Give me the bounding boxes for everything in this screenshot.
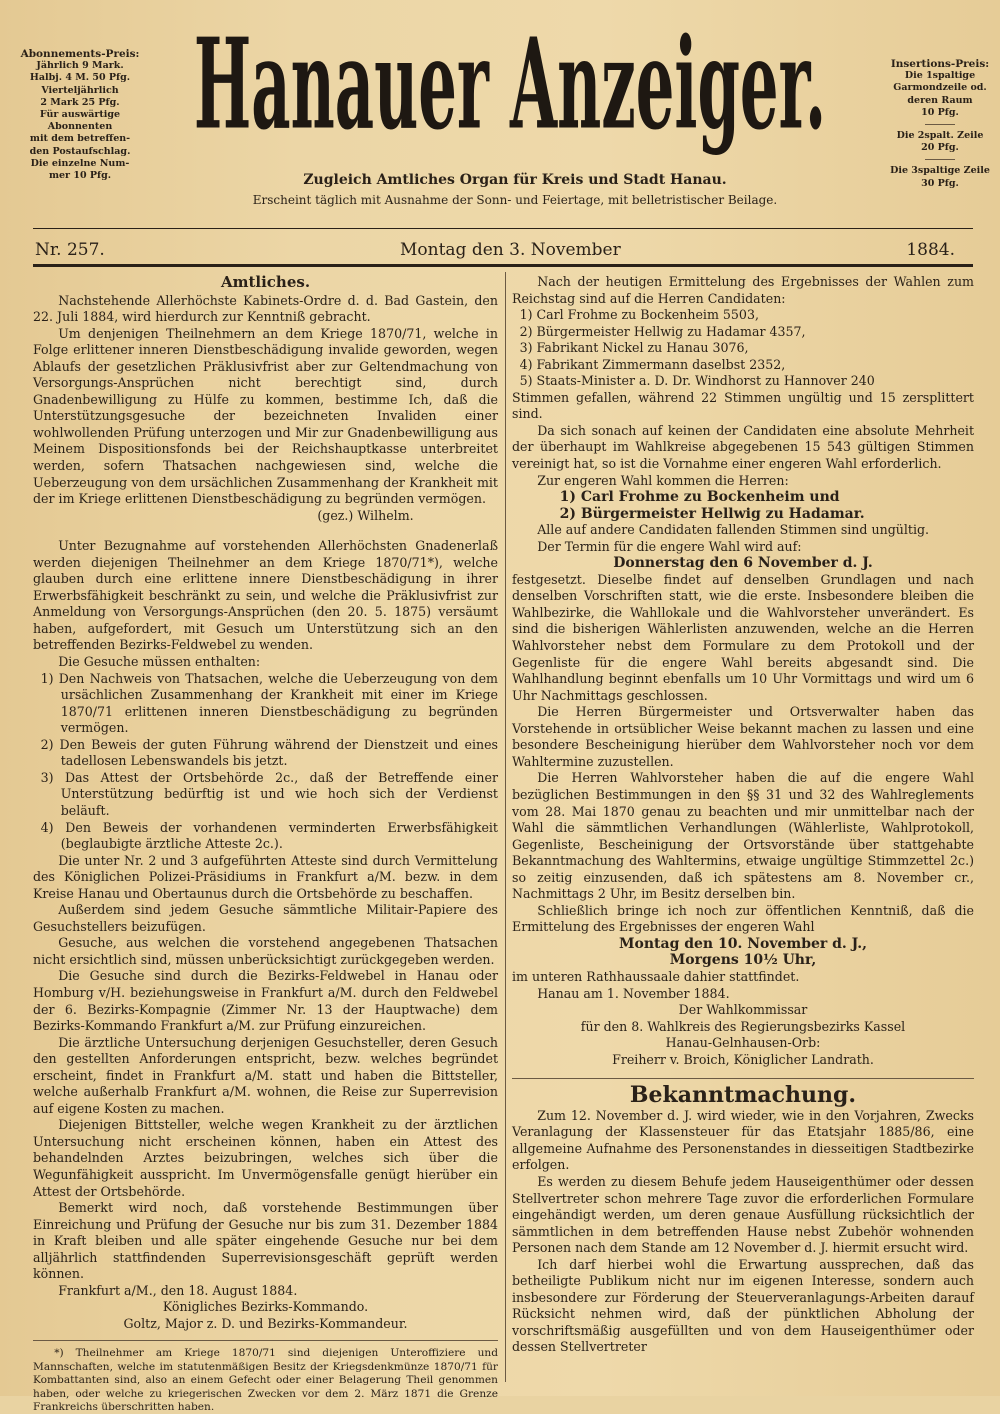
paragraph: Ich darf hierbei wohl die Erwartung aussprechen, daß das betheiligte Publikum nicht nur im eigenen Interesse, sondern auch insbesondere zur Förderung der Steuerveranlagungs-Arbeiten darauf Rücksicht nehmen wird, daß der pünktlichen Abholung der vorschriftsmäßig ausgefüllten und von dem Hauseigenthümer oder dessen Stellvertreter <box>512 1256 974 1355</box>
footnote: *) Theilnehmer am Kriege 1870/71 sind diejenigen Unteroffiziere und Mannschaften, welche im statutenmäßigen Besitz der Kriegsdenkmünze 1870/71 für Kombattanten sind, also an einem Gefecht oder einer Belagerung Theil genommen haben, oder welche zu kriegerischen Zwecken vor dem 2. März 1871 die Grenze Frankreichs überschritten haben. <box>33 1340 498 1414</box>
insertion-price-box <box>880 58 1000 190</box>
price-line: den Postaufschlag. <box>29 145 131 157</box>
divider <box>925 124 955 125</box>
issue-date: Montag den 3. November <box>400 240 621 260</box>
masthead-subtitle: Zugleich Amtliches Organ für Kreis und Stadt Hanau. <box>303 172 727 188</box>
section-heading: Bekanntmachung. <box>629 1082 857 1109</box>
paragraph: Alle auf andere Candidaten fallenden Stimmen sind ungültig. <box>537 522 930 538</box>
paragraph: Diejenigen Bittsteller, welche wegen Krankheit zu der ärztlichen Untersuchung nicht erscheinen können, haben ein Attest des behandelnden Arztes beizubringen, welches sich über die Wegunfähigkeit ausspricht. Im Unvermögensfalle genügt hierüber ein Attest der Ortsbehörde. <box>33 1117 498 1199</box>
list-item: 3) Fabrikant Nickel zu Hanau 3076, <box>519 340 749 356</box>
paragraph: Es werden zu diesem Behufe jedem Hauseigenthümer oder dessen Stellvertreter schon mehrere Tage zuvor die erforderlichen Formulare eingehändigt werden, um deren genaue Ausfüllung rücksichtlich der sämmtlichen in dem betreffenden Hause nebst Zubehör wohnenden Personen nach dem Stande am 12 November d. J. hiermit ersucht wird. <box>512 1173 974 1256</box>
paragraph: Die unter Nr. 2 und 3 aufgeführten Atteste sind durch Vermittelung des Königlichen Polizei-Präsidiums in Frankfurt a/M. bezw. in dem Kreise Hanau und Obertaunus durch die Ortsbehörde zu beschaffen. <box>33 852 498 901</box>
price-line: Jährlich 9 Mark. <box>36 60 124 72</box>
section-heading: Amtliches. <box>220 273 311 291</box>
list-item: 1) Den Nachweis von Thatsachen, welche die Ueberzeugung von dem ursächlichen Zusammenhang der Krankheit mit einer im Kriege 1870/71 erlittenen inneren Dienstbeschädigung zu begründen vermögen. <box>40 670 498 736</box>
list-item: 3) Das Attest der Ortsbehörde 2c., daß der Betreffende einer Unterstützung bedürftig ist und wie hoch sich der Verdienst beläuft. <box>40 769 498 818</box>
price-line: deren Raum <box>907 94 973 106</box>
subscription-price-box <box>20 48 140 182</box>
subscription-heading: Abonnements-Preis: <box>20 48 140 60</box>
price-line: 10 Pfg. <box>921 106 959 118</box>
price-line: Abonnenten <box>47 121 113 133</box>
list-item: 2) Bürgermeister Hellwig zu Hadamar 4357, <box>519 323 806 339</box>
paragraph: Die Gesuche müssen enthalten: <box>58 654 261 670</box>
signature: Der Wahlkommissar <box>678 1002 808 1018</box>
price-line: Vierteljährlich <box>41 84 119 96</box>
insertion-heading: Insertions-Preis: <box>890 58 990 70</box>
paragraph: Gesuche, aus welchen die vorstehend angegebenen Thatsachen nicht ersichtlich sind, müssen unberücksichtigt zurückgegeben werden. <box>33 935 498 967</box>
issue-number: Nr. 257. <box>35 240 105 260</box>
signature: Freiherr v. Broich, Königlicher Landrath. <box>612 1051 874 1067</box>
price-line: Die 2spalt. Zeile <box>896 130 984 142</box>
list-item: 1) Carl Frohme zu Bockenheim und <box>559 489 840 506</box>
list-item: 2) Bürgermeister Hellwig zu Hadamar. <box>559 505 865 522</box>
paragraph: Nach der heutigen Ermittelung des Ergebnisses der Wahlen zum Reichstag sind auf die Herren Candidaten: <box>512 274 974 306</box>
price-line: 2 Mark 25 Pfg. <box>40 96 120 108</box>
price-line: Halbj. 4 M. 50 Pfg. <box>29 72 131 84</box>
price-line: mit dem betreffen- <box>29 133 131 145</box>
signature: für den 8. Wahlkreis des Regierungsbezirks Kassel <box>580 1018 906 1034</box>
paragraph: Außerdem sind jedem Gesuche sämmtliche Militair-Papiere des Gesuchstellers beizufügen. <box>33 902 498 934</box>
place-date: Frankfurt a/M., den 18. August 1884. <box>58 1282 298 1298</box>
price-line: Garmondzeile od. <box>893 82 987 94</box>
paragraph: im unteren Rathhaussaale dahier stattfindet. <box>512 968 800 984</box>
rule <box>33 228 973 229</box>
list-item: 4) Fabrikant Zimmermann daselbst 2352, <box>519 356 786 372</box>
price-line: mer 10 Pfg. <box>48 170 112 182</box>
divider <box>925 159 955 160</box>
divider <box>512 1078 974 1079</box>
list-item: 5) Staats-Minister a. D. Dr. Windhorst zu Hannover 240 <box>519 373 875 389</box>
result-time: Morgens 10½ Uhr, <box>669 952 817 969</box>
paragraph: Die Herren Bürgermeister und Ortsverwalter haben das Vorstehende in ortsüblicher Weise bekannt machen zu lassen und eine besondere Bescheinigung hierüber dem Wahlvorsteher noch vor dem Wahltermine zuzustellen. <box>512 704 974 769</box>
election-date: Donnerstag den 6 November d. J. <box>613 555 873 572</box>
masthead-title: Hanauer Anzeiger. <box>193 11 827 158</box>
paragraph: Die ärztliche Untersuchung derjenigen Gesuchsteller, deren Gesuch den gestellten Anforderungen entspricht, bezw. welches begründet erscheint, findet in Frankfurt a/M. statt und haben die Bittsteller, welche außerhalb Frankfurt a/M. wohnen, die Reise zur Superrevision auf eigene Kosten zu machen. <box>33 1034 498 1116</box>
signature: (gez.) Wilhelm. <box>317 507 414 523</box>
dateline <box>35 238 965 264</box>
signature: Goltz, Major z. D. und Bezirks-Kommandeur. <box>123 1315 408 1331</box>
price-line: Für auswärtige <box>39 109 121 121</box>
paragraph: Um denjenigen Theilnehmern an dem Kriege 1870/71, welche in Folge erlittener inneren Dienstbeschädigung invalide geworden, wegen Ablaufs der gesetzlichen Präklusivfrist aber zur Geltendmachung von Versorgungs-Ansprüchen nicht berechtigt sind, durch Gnadenbewilligung zu Hülfe zu kommen, bestimme Ich, daß die Unterstützungsgesuche der bezeichneten Invaliden einer wohlwollenden Prüfung unterzogen und Mir zur Gnadenbewilligung aus Meinem Dispositionsfonds bei der Reichshauptkasse unterbreitet werden, sofern Thatsachen nachgewiesen sind, welche die Ueberzeugung von dem ursächlichen Zusammenhang der Krankheit mit der im Kriege erlittenen Dienstbeschädigung zu begründen vermögen. <box>33 325 498 507</box>
paragraph: Unter Bezugnahme auf vorstehenden Allerhöchsten Gnadenerlaß werden diejenigen Theilnehmer an dem Kriege 1870/71*), welche glauben durch eine erlittene innere Dienstbeschädigung in ihrer Erwerbsfähigkeit beschränkt zu sein, und welche die Präklusivfrist zur Anmeldung von Versorgungs-Ansprüchen (den 20. 5. 1875) versäumt haben, aufgefordert, mit Gesuch um Unterstützung sich an den betreffenden Bezirks-Feldwebel zu wenden. <box>33 538 498 653</box>
list-item: 4) Den Beweis der vorhandenen verminderten Erwerbsfähigkeit (beglaubigte ärztliche Atteste 2c.). <box>40 819 498 852</box>
paragraph: Zur engeren Wahl kommen die Herren: <box>537 472 789 488</box>
paragraph: Die Gesuche sind durch die Bezirks-Feldwebel in Hanau oder Homburg v/H. beziehungsweise in Frankfurt a/M. durch den Feldwebel der 6. Bezirks-Kompagnie (Zimmer Nr. 13 der Hauptwache) dem Bezirks-Kommando Frankfurt a/M. zur Prüfung einzureichen. <box>33 968 498 1034</box>
place-date: Hanau am 1. November 1884. <box>537 985 730 1001</box>
rule <box>33 264 973 267</box>
paragraph: Zum 12. November d. J. wird wieder, wie in den Vorjahren, Zwecks Veranlagung der Klassensteuer für das Etatsjahr 1885/86, eine allgemeine Aufnahme des Personenstandes in diesseitigen Stadtbezirke erfolgen. <box>512 1107 974 1173</box>
price-line: Die einzelne Num- <box>30 157 130 169</box>
price-line: Die 1spaltige <box>904 70 976 82</box>
masthead <box>150 11 870 162</box>
column-right <box>512 274 974 1356</box>
signature: Königliches Bezirks-Kommando. <box>162 1299 369 1315</box>
column-divider <box>505 272 506 1382</box>
paragraph: Schließlich bringe ich noch zur öffentlichen Kenntniß, daß die Ermittelung des Ergebnisses der engeren Wahl <box>512 902 974 935</box>
paragraph: Da sich sonach auf keinen der Candidaten eine absolute Mehrheit der überhaupt im Wahlkreise abgegebenen 15 543 gültigen Stimmen vereinigt hat, so ist die Vornahme einer engeren Wahl erforderlich. <box>512 422 974 472</box>
price-line: 30 Pfg. <box>921 177 959 189</box>
paragraph: festgesetzt. Dieselbe findet auf denselben Grundlagen und nach denselben Vorschriften statt, wie die erste. Insbesondere bleiben die Wahlbezirke, die Wahllokale und die Wahlvorsteher unverändert. Es sind die bisherigen Wählerlisten anzuwenden, welche an die Herren Wahlvorsteher nebst dem Formulare zu dem Protokoll und der Gegenliste für die engere Wahl bereits abgesandt sind. Die Wahlhandlung beginnt ebenfalls um 10 Uhr Vormittags und wird um 6 Uhr Nachmittags geschlossen. <box>512 571 974 703</box>
issue-year: 1884. <box>906 240 955 260</box>
paragraph: Bemerkt wird noch, daß vorstehende Bestimmungen über Einreichung und Prüfung der Gesuche nur bis zum 31. Dezember 1884 in Kraft bleiben und alle später eingehende Gesuche nur bei dem alljährlich stattfindenden Superrevisionsgeschäft geprüft werden können. <box>33 1200 498 1282</box>
signature: Hanau-Gelnhausen-Orb: <box>665 1035 821 1051</box>
paragraph: Nachstehende Allerhöchste Kabinets-Ordre d. d. Bad Gastein, den 22. Juli 1884, wird hierdurch zur Kenntniß gebracht. <box>33 292 498 325</box>
paragraph: Der Termin für die engere Wahl wird auf: <box>537 538 802 554</box>
column-left <box>33 274 498 1414</box>
price-line: Die 3spaltige Zeile <box>890 165 990 177</box>
paragraph: Die Herren Wahlvorsteher haben die auf die engere Wahl bezüglichen Bestimmungen in den §§ 31 und 32 des Wahlreglements vom 28. Mai 1870 genau zu beachten und mir unmittelbar nach der Wahl die sämmtlichen Verhandlungen (Wählerliste, Wahlprotokoll, Gegenliste, Bescheinigung der Ortsvorstände über stattgehabte Bekanntmachung des Wahltermins, etwaige ungültige Stimmzettel 2c.) so zeitig einzusenden, daß ich spätestens am 8. November cr., Nachmittags 2 Uhr, im Besitz derselben bin. <box>512 770 974 902</box>
list-item: 1) Carl Frohme zu Bockenheim 5503, <box>519 307 759 323</box>
list-item: 2) Den Beweis der guten Führung während der Dienstzeit und eines tadellosen Lebenswandels bis jetzt. <box>40 736 498 769</box>
price-line: 20 Pfg. <box>921 142 959 154</box>
masthead-tagline: Erscheint täglich mit Ausnahme der Sonn- und Feiertage, mit belletristischer Beilage. <box>252 193 778 207</box>
paragraph: Stimmen gefallen, während 22 Stimmen ungültig und 15 zersplittert sind. <box>512 389 974 422</box>
result-date: Montag den 10. November d. J., <box>619 935 867 952</box>
